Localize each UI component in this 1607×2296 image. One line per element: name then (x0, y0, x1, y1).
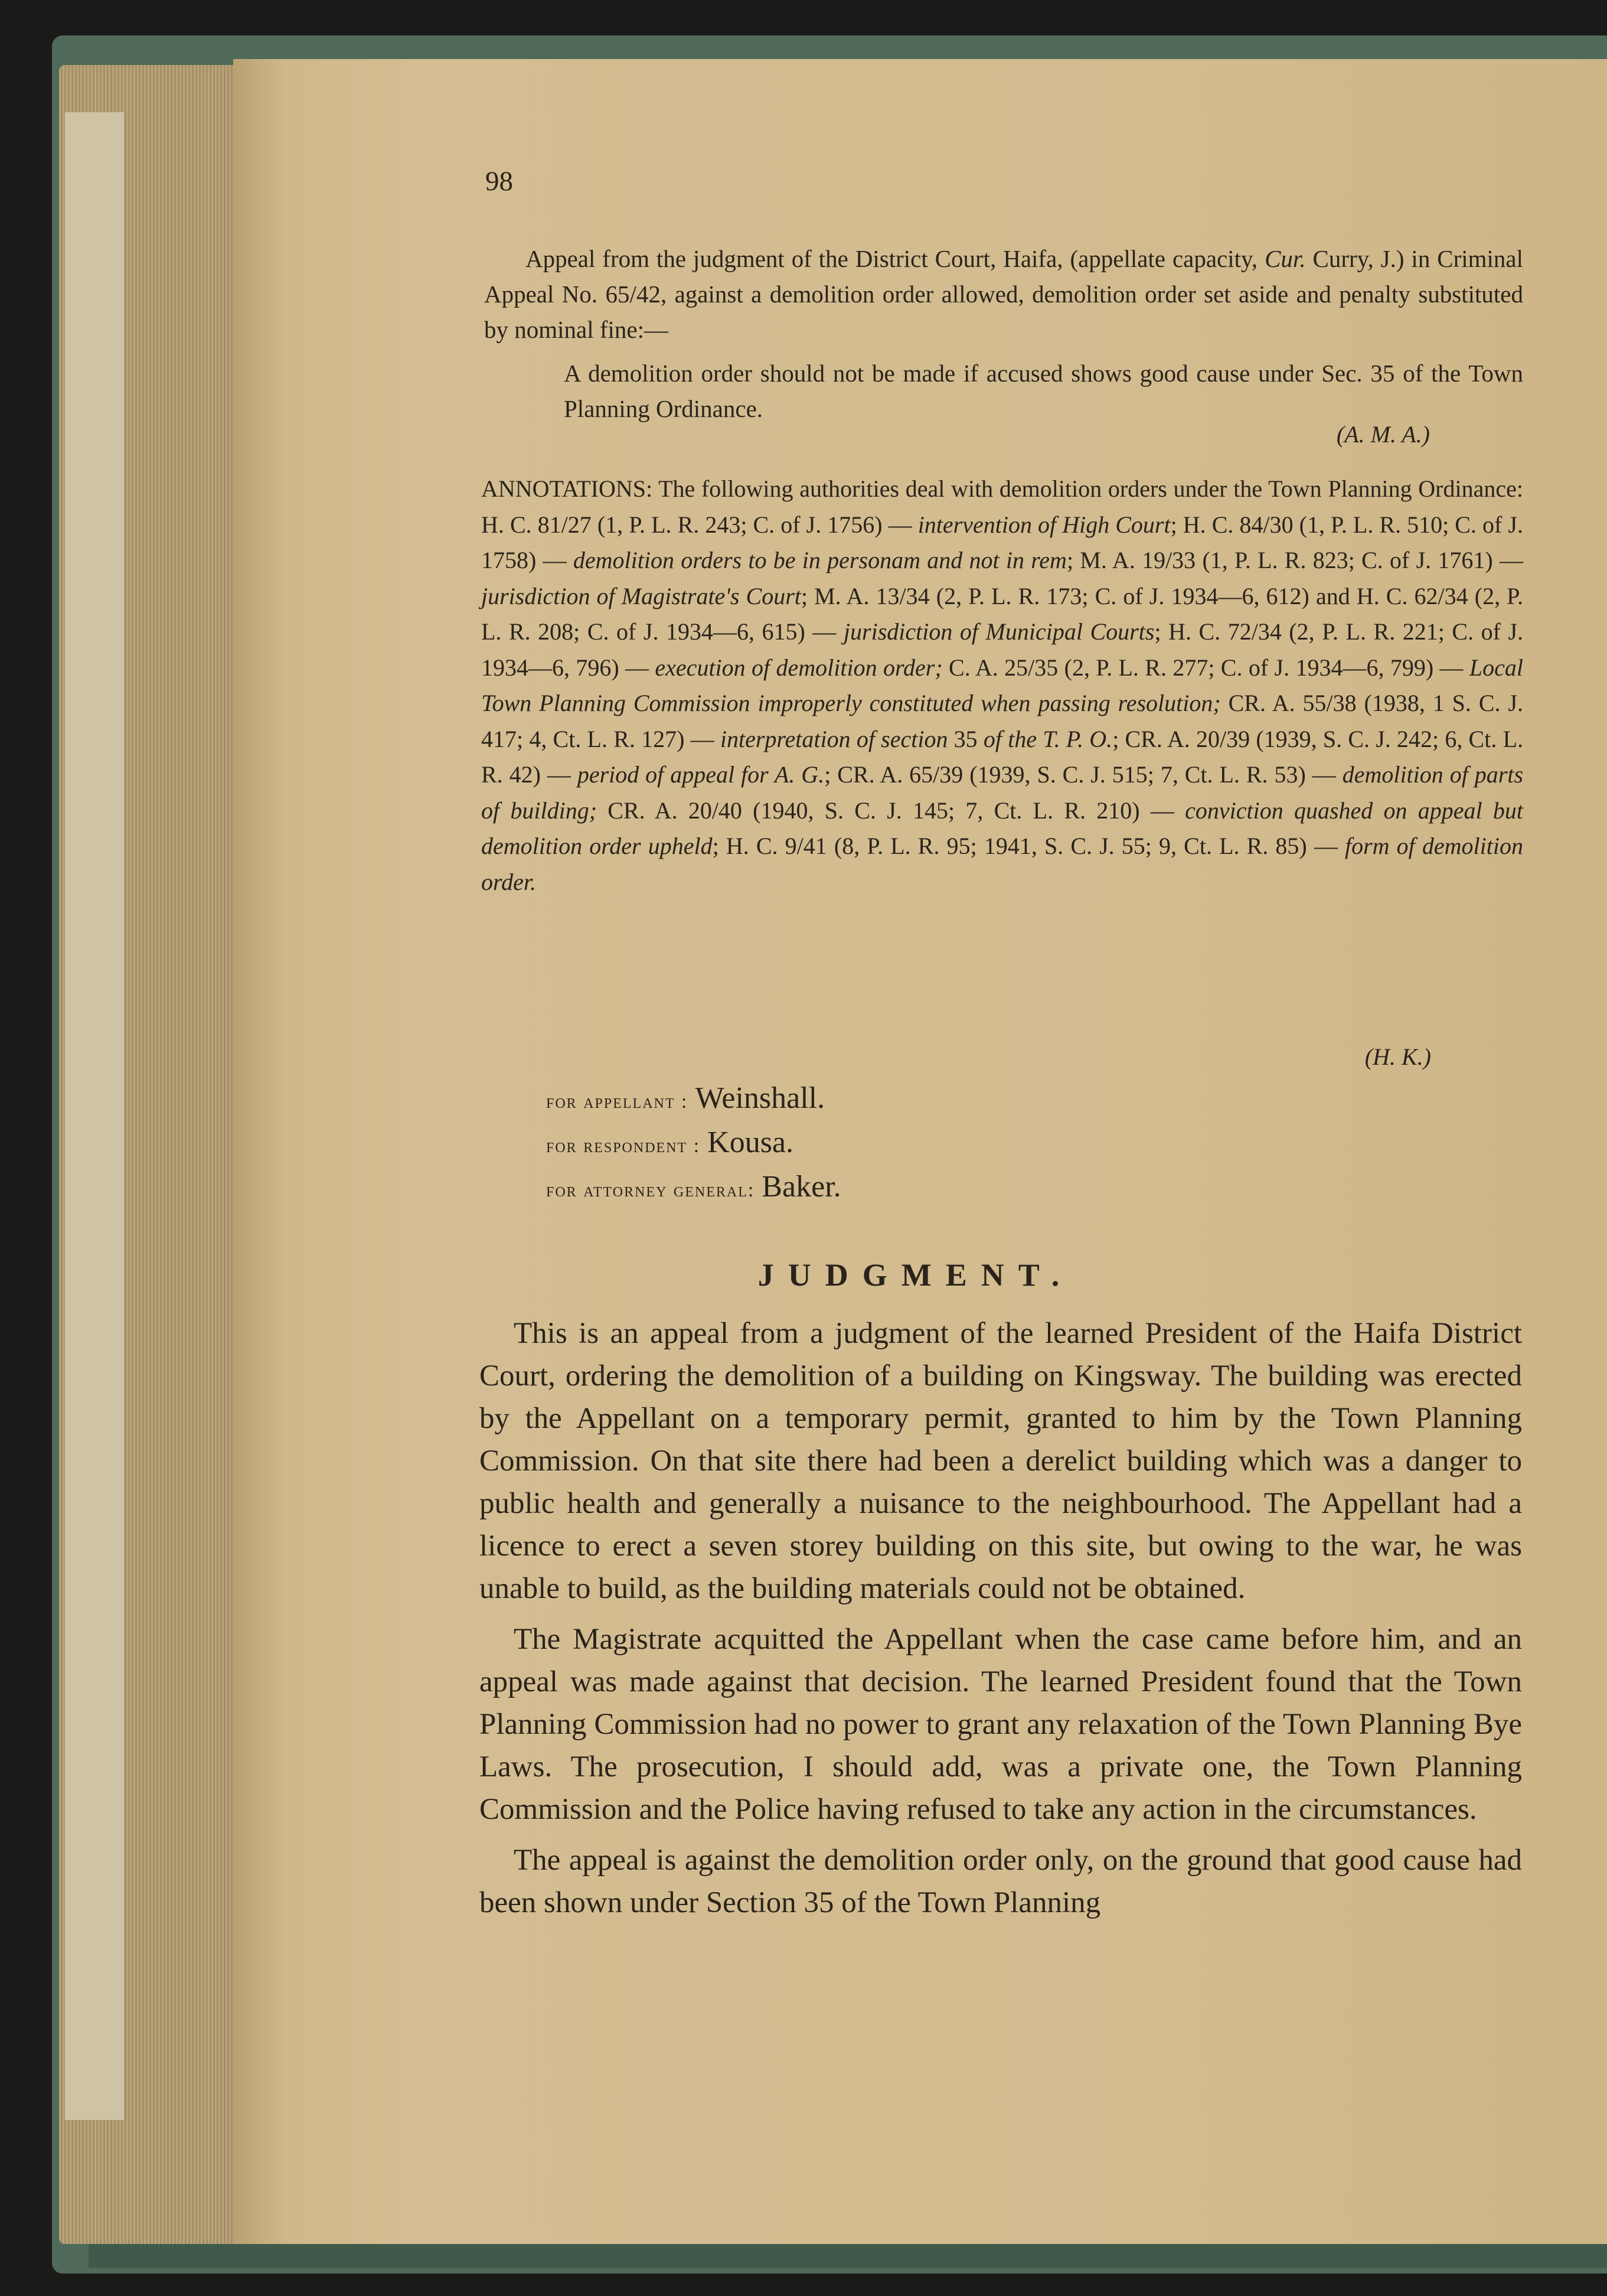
counsel-name: Kousa. (707, 1126, 794, 1159)
lead-text-italic: Cur. (1265, 245, 1306, 272)
annotation-topic: intervention of High Court (917, 511, 1171, 538)
annotations-initials: (H. K.) (1364, 1043, 1431, 1070)
annotation-text: CR. A. 20/40 (1940, S. C. J. 145; 7, Ct. L. R. 210) — (597, 797, 1185, 824)
counsel-name: Weinshall. (695, 1081, 825, 1115)
left-page-strip (65, 112, 124, 2120)
annotation-text: ; H. C. 9/41 (8, P. L. R. 95; 1941, S. C. J. 55; 9, Ct. L. R. 85) — (712, 833, 1345, 859)
counsel-name: Baker. (762, 1170, 841, 1204)
judgment-paragraph: The appeal is against the demolition order only, on the ground that good cause had been shown under Section 35 of the Town Planning (479, 1844, 1522, 1919)
lead-text: Curry, J.) in Criminal Appeal No. 65/42, against a demolition order allowed, demolition order set aside and penalty substituted by nominal fine:— (484, 245, 1523, 343)
annotation-topic: interpretation of section (720, 725, 948, 752)
annotation-topic: period of appeal for A. G. (577, 761, 825, 788)
annotation-topic: of the T. P. O. (983, 725, 1113, 752)
annotation-topic: demolition orders to be in personam and not in rem (573, 547, 1067, 573)
annotation-topic: Local Town Planning Commission improperly constituted when passing resolution; (481, 654, 1523, 716)
counsel-attorney-general (546, 1169, 1373, 1204)
annotation-topic: execution of demolition order; (655, 654, 943, 681)
counsel-role: for attorney general: (546, 1179, 755, 1201)
counsel-role: for respondent : (546, 1135, 701, 1157)
judgment-heading: JUDGMENT. (757, 1257, 1074, 1293)
annotation-text: ; CR. A. 65/39 (1939, S. C. J. 515; 7, Ct. L. R. 53) — (824, 761, 1343, 788)
annotation-topic: jurisdiction of Municipal Courts (843, 618, 1155, 645)
annotation-topic: jurisdiction of Magistrate's Court (481, 582, 801, 609)
judgment-body (479, 1312, 1522, 1932)
annotation-text: ; CR. A. 20/39 (1939, S. C. J. 242; 6, Ct. L. R. 42) — (481, 725, 1524, 788)
annotation-text: 35 (948, 725, 984, 752)
counsel-role: for appellant : (546, 1091, 688, 1113)
annotation-text: CR. A. 55/38 (1938, 1 S. C. J. 417; 4, Ct. L. R. 127) — (481, 690, 1524, 752)
annotation-text: ; H. C. 72/34 (2, P. L. R. 221; C. of J. 1934—6, 796) — (481, 618, 1524, 681)
counsel-appellant (546, 1081, 1373, 1116)
annotation-text: ANNOTATIONS: The following authorities deal with demolition orders under the Town Planning Ordinance: H. C. 81/27 (1, P. L. R. 243; C. of J. 1756) — (481, 475, 1523, 538)
annotation-topic: form of demolition order. (481, 833, 1523, 895)
judgment-paragraph: This is an appeal from a judgment of the learned President of the Haifa District Court, ordering the demolition of a building on Kingsway. The building was erected by the Appellant on a temporary permit, granted to him by the Town Planning Commission. On that site there had been a derelict building which was a danger to public health and generally a nuisance to the neighbourhood. The Appellant had a licence to erect a seven storey building on this site, but owing to the war, he was unable to build, as the building materials could not be obtained. (479, 1317, 1522, 1605)
headnote-lead (484, 241, 1523, 347)
annotation-text: ; M. A. 13/34 (2, P. L. R. 173; C. of J. 1934—6, 612) and H. C. 62/34 (2, P. L. R. 208; C. of J. 1934—6, 615) — (481, 582, 1523, 645)
counsel-respondent (546, 1125, 1373, 1160)
judgment-paragraph: The Magistrate acquitted the Appellant when the case came before him, and an appeal was made against that decision. The learned President found that the Town Planning Commission had no power to grant any relaxation of the Town Planning Bye Laws. The prosecution, I should add, was a private one, the Town Planning Commission and the Police having refused to take any action in the circumstances. (479, 1623, 1522, 1826)
lead-text: Appeal from the judgment of the District Court, Haifa, (appellate capacity, (525, 245, 1265, 272)
annotation-text: ; M. A. 19/33 (1, P. L. R. 823; C. of J. 1761) — (1066, 547, 1524, 573)
page-number: 98 (485, 166, 513, 197)
headnote-initials: (A. M. A.) (1336, 421, 1430, 448)
annotation-text: ; H. C. 84/30 (1, P. L. R. 510; C. of J. 1758) — (481, 511, 1523, 573)
annotation-topic: demolition of parts of building; (481, 761, 1524, 824)
annotations (481, 471, 1523, 900)
annotation-text: C. A. 25/35 (2, P. L. R. 277; C. of J. 1934—6, 799) — (942, 654, 1469, 681)
annotation-topic: conviction quashed on appeal but demolition order upheld (481, 797, 1523, 859)
headnote-held: A demolition order should not be made if accused shows good cause under Sec. 35 of the Town Planning Ordinance. (564, 360, 1523, 422)
